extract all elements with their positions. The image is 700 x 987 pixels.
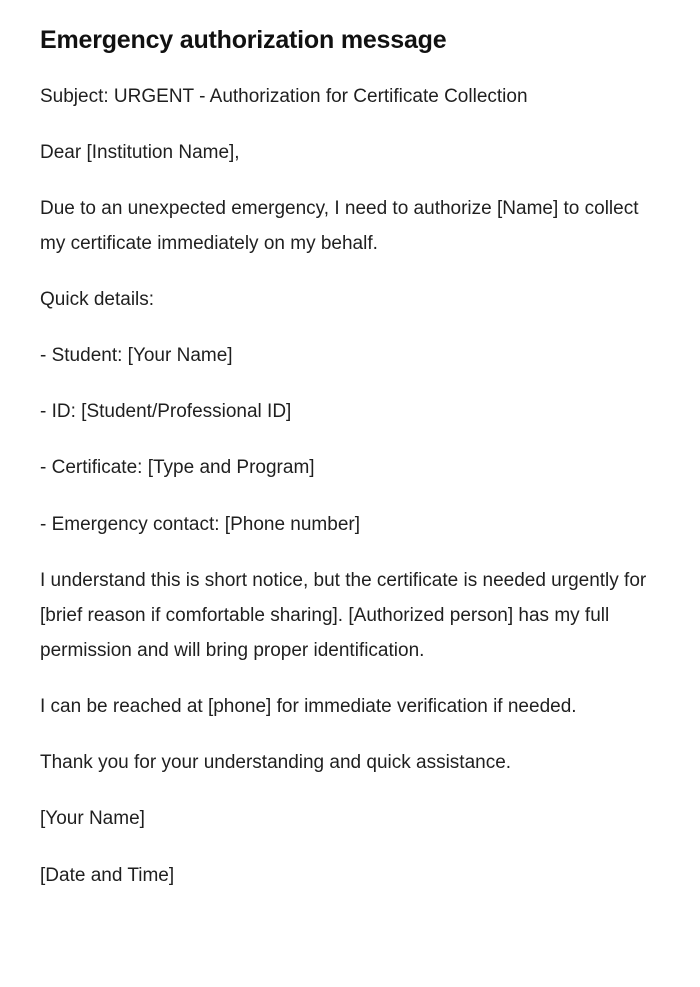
- paragraph-details-heading: Quick details:: [40, 289, 155, 311]
- paragraph-subject: Subject: URGENT - Authorization for Certificate Collection: [40, 85, 528, 107]
- paragraph-signature-date: [Date and Time]: [40, 864, 175, 886]
- paragraph-thanks: Thank you for your understanding and quick assistance.: [40, 752, 512, 774]
- paragraph-salutation: Dear [Institution Name],: [40, 141, 240, 163]
- page-title: Emergency authorization message: [40, 26, 447, 54]
- paragraph-detail-student: - Student: [Your Name]: [40, 345, 233, 367]
- paragraph-detail-certificate: - Certificate: [Type and Program]: [40, 457, 315, 479]
- paragraph-detail-id: - ID: [Student/Professional ID]: [40, 401, 292, 423]
- paragraph-detail-emergency-contact: - Emergency contact: [Phone number]: [40, 513, 360, 535]
- paragraph-verification: I can be reached at [phone] for immediate verification if needed.: [40, 696, 577, 718]
- paragraph-signature-name: [Your Name]: [40, 808, 145, 830]
- paragraph-reason: Due to an unexpected emergency, I need to authorize [Name] to collect my certificate immediately on my behalf.: [40, 197, 639, 254]
- paragraph-notice: I understand this is short notice, but the certificate is needed urgently for [brief reason if comfortable sharing]. [Authorized person] has my full permission and will bring proper identification.: [40, 569, 647, 662]
